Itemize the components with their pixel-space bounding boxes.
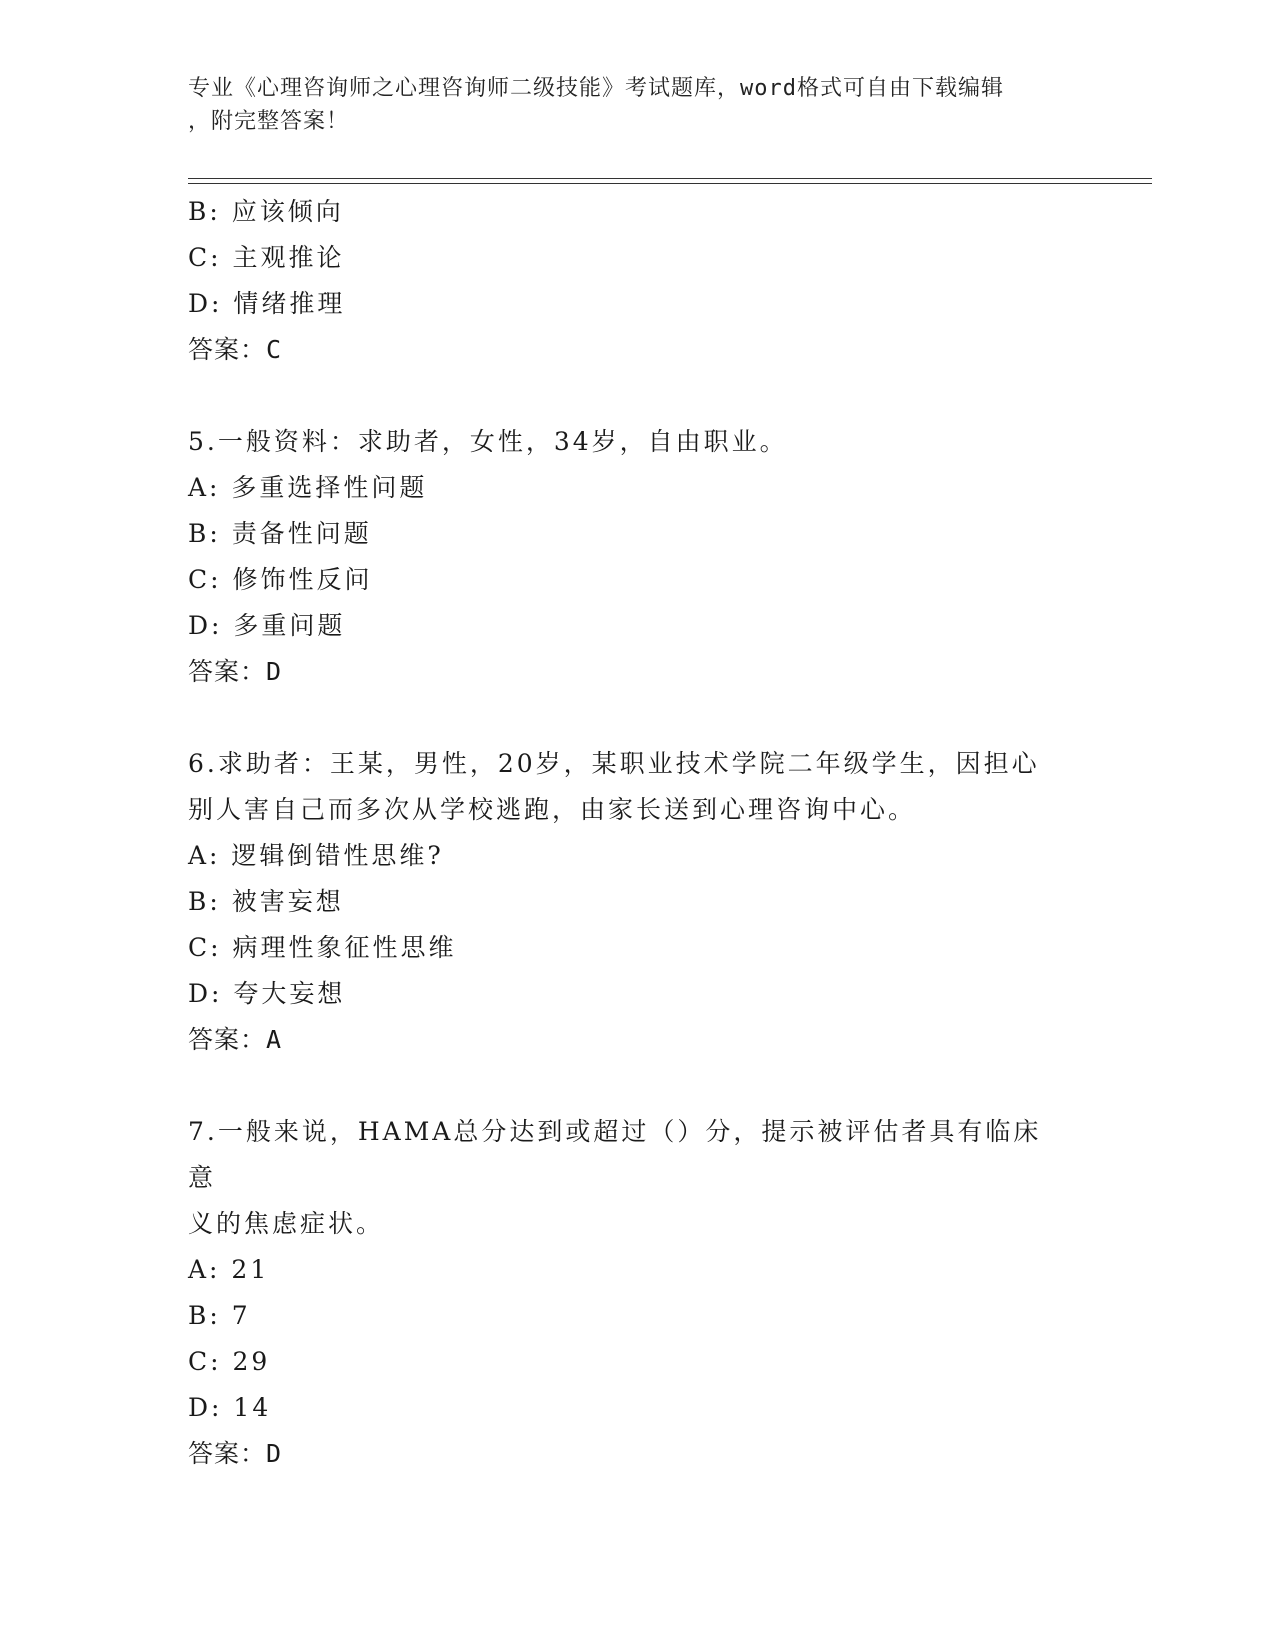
answer: 答案：A (188, 1025, 283, 1054)
question-stem-line-2: 义的焦虑症状。 (188, 1209, 385, 1238)
option-d: D: 情绪推理 (188, 289, 346, 318)
option-b: B: 被害妄想 (188, 887, 344, 916)
question-6 (188, 741, 1088, 1063)
spacer (188, 695, 1088, 741)
option-b: B: 应该倾向 (188, 197, 344, 226)
option-c: C: 主观推论 (188, 243, 345, 272)
question-4 (188, 189, 1088, 373)
answer: 答案：D (188, 657, 283, 686)
option-d: D: 14 (188, 1393, 272, 1422)
question-stem: 5.一般资料：求助者，女性，34岁，自由职业。 (188, 427, 788, 456)
spacer (188, 373, 1088, 419)
option-c: C: 29 (188, 1347, 271, 1376)
option-b: B: 7 (188, 1301, 251, 1330)
header-line-1: 专业《心理咨询师之心理咨询师二级技能》考试题库，word格式可自由下载编辑 (188, 76, 1004, 101)
document-header (188, 72, 1068, 138)
option-a: A: 21 (188, 1255, 270, 1284)
option-d: D: 多重问题 (188, 611, 346, 640)
header-line-2: ，附完整答案！ (188, 109, 350, 134)
option-c: C: 修饰性反问 (188, 565, 373, 594)
option-c: C: 病理性象征性思维 (188, 933, 457, 962)
option-b: B: 责备性问题 (188, 519, 372, 548)
option-a: A: 多重选择性问题 (188, 473, 428, 502)
header-divider-top (188, 178, 1152, 179)
option-d: D: 夸大妄想 (188, 979, 346, 1008)
question-7 (188, 1109, 1088, 1477)
spacer (188, 1063, 1088, 1109)
question-5 (188, 419, 1088, 695)
question-stem-line-1: 6.求助者：王某，男性，20岁，某职业技术学院二年级学生，因担心 (188, 749, 1040, 778)
answer: 答案：D (188, 1439, 283, 1468)
question-stem-line-1: 7.一般来说，HAMA总分达到或超过（）分，提示被评估者具有临床意 (188, 1117, 1042, 1192)
header-divider-bottom (188, 183, 1152, 184)
question-content (188, 189, 1088, 1477)
question-stem-line-2: 别人害自己而多次从学校逃跑，由家长送到心理咨询中心。 (188, 795, 917, 824)
option-a: A: 逻辑倒错性思维? (188, 841, 444, 870)
answer: 答案：C (188, 335, 283, 364)
